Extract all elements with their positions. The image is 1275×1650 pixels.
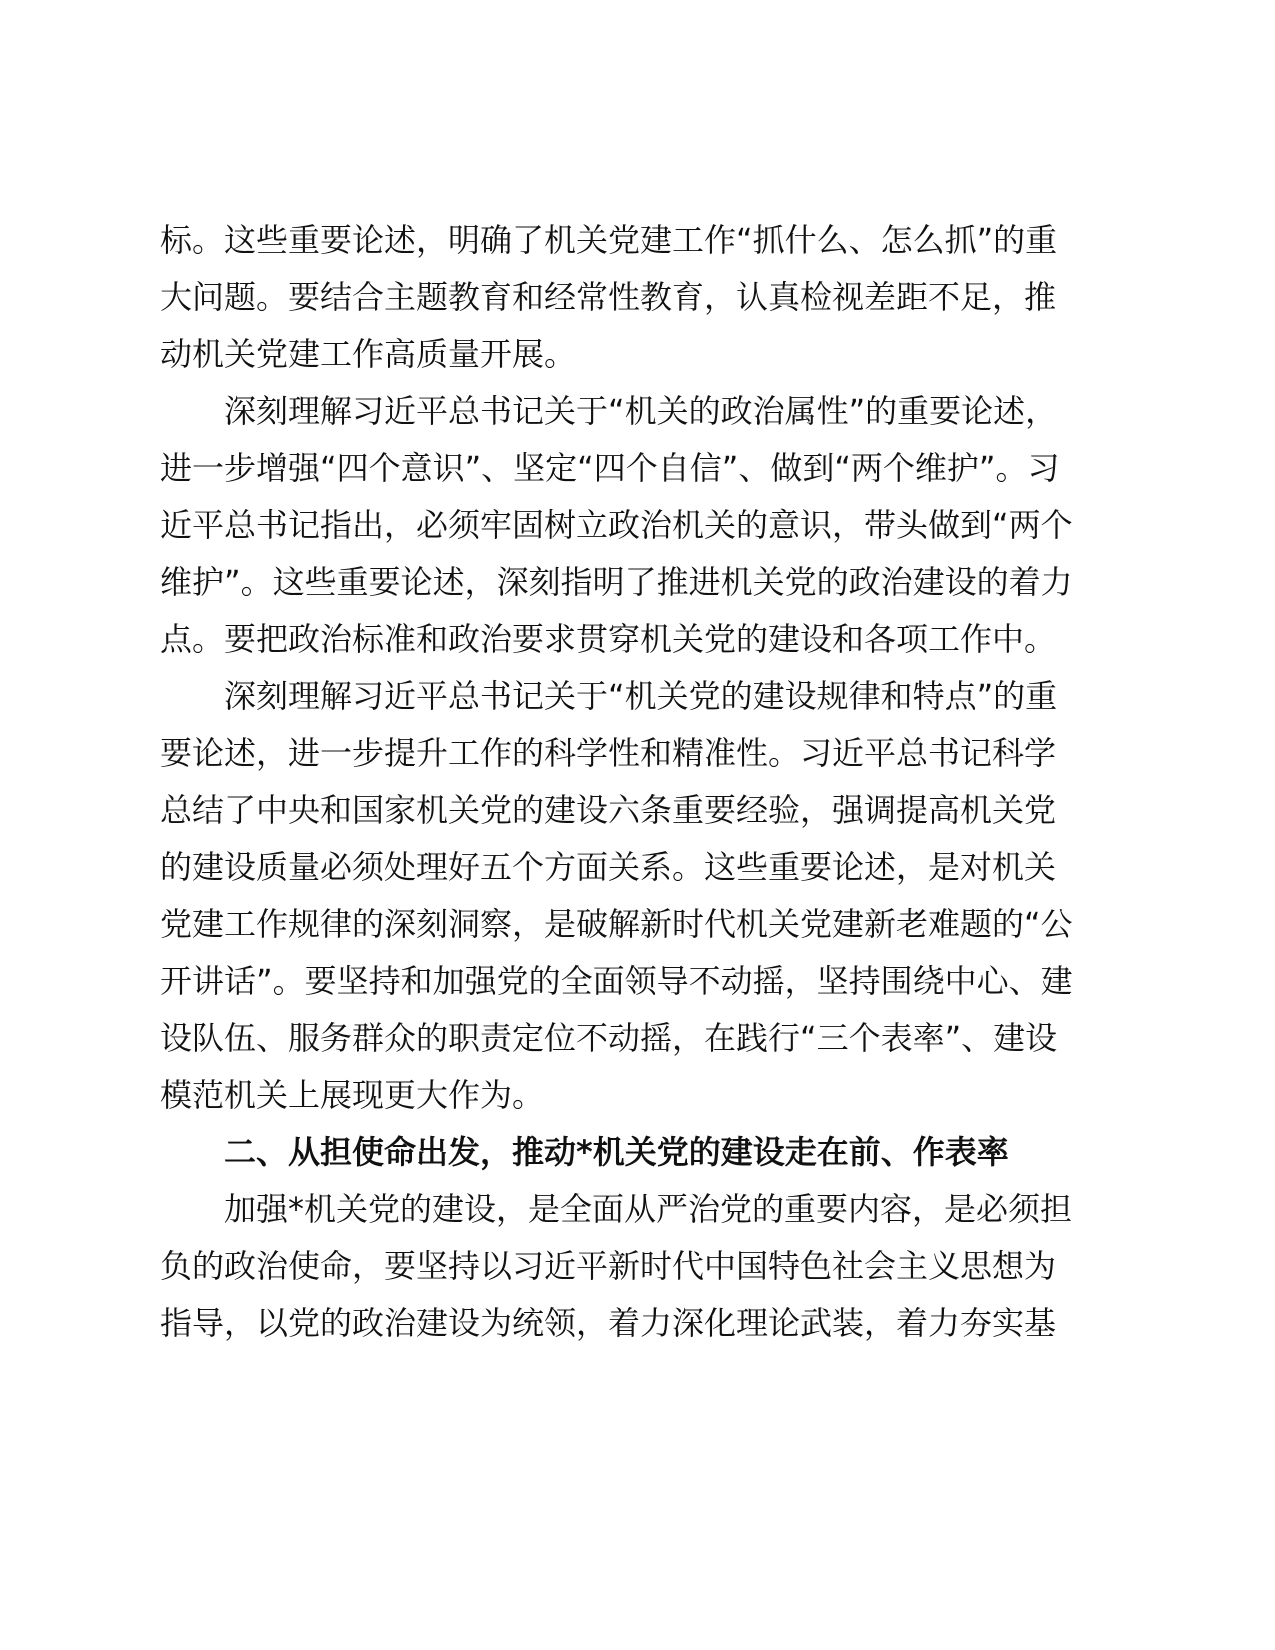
text-line: 维护”。这些重要论述，深刻指明了推进机关党的政治建设的着力 bbox=[160, 563, 1073, 601]
text-line: 总结了中央和国家机关党的建设六条重要经验，强调提高机关党 bbox=[160, 791, 1057, 829]
text-line: 的建设质量必须处理好五个方面关系。这些重要论述，是对机关 bbox=[160, 848, 1057, 886]
text-line: 模范机关上展现更大作为。 bbox=[160, 1076, 545, 1114]
text-line: 开讲话”。要坚持和加强党的全面领导不动摇，坚持围绕中心、建 bbox=[160, 962, 1073, 1000]
text-line: 标。这些重要论述，明确了机关党建工作“抓什么、怎么抓”的重 bbox=[160, 221, 1058, 259]
text-line: 大问题。要结合主题教育和经常性教育，认真检视差距不足，推 bbox=[160, 278, 1057, 316]
text-line: 近平总书记指出，必须牢固树立政治机关的意识，带头做到“两个 bbox=[160, 506, 1073, 544]
text-line: 设队伍、服务群众的职责定位不动摇，在践行“三个表率”、建设 bbox=[160, 1019, 1058, 1057]
section-heading: 二、从担使命出发，推动*机关党的建设走在前、作表率 bbox=[224, 1133, 1009, 1171]
paragraph-start-line: 深刻理解习近平总书记关于“机关党的建设规律和特点”的重 bbox=[224, 677, 1058, 715]
text-line: 指导，以党的政治建设为统领，着力深化理论武装，着力夯实基 bbox=[160, 1304, 1057, 1342]
text-line: 要论述，进一步提升工作的科学性和精准性。习近平总书记科学 bbox=[160, 734, 1057, 772]
text-line: 负的政治使命，要坚持以习近平新时代中国特色社会主义思想为 bbox=[160, 1247, 1057, 1285]
text-line: 点。要把政治标准和政治要求贯穿机关党的建设和各项工作中。 bbox=[160, 620, 1057, 658]
text-line: 进一步增强“四个意识”、坚定“四个自信”、做到“两个维护”。习 bbox=[160, 449, 1060, 487]
paragraph-start-line: 深刻理解习近平总书记关于“机关的政治属性”的重要论述， bbox=[224, 392, 1058, 430]
text-line: 党建工作规律的深刻洞察，是破解新时代机关党建新老难题的“公 bbox=[160, 905, 1073, 943]
body-text bbox=[160, 212, 1072, 1352]
text-line: 动机关党建工作高质量开展。 bbox=[160, 335, 577, 373]
paragraph-start-line: 加强*机关党的建设，是全面从严治党的重要内容，是必须担 bbox=[224, 1190, 1073, 1228]
